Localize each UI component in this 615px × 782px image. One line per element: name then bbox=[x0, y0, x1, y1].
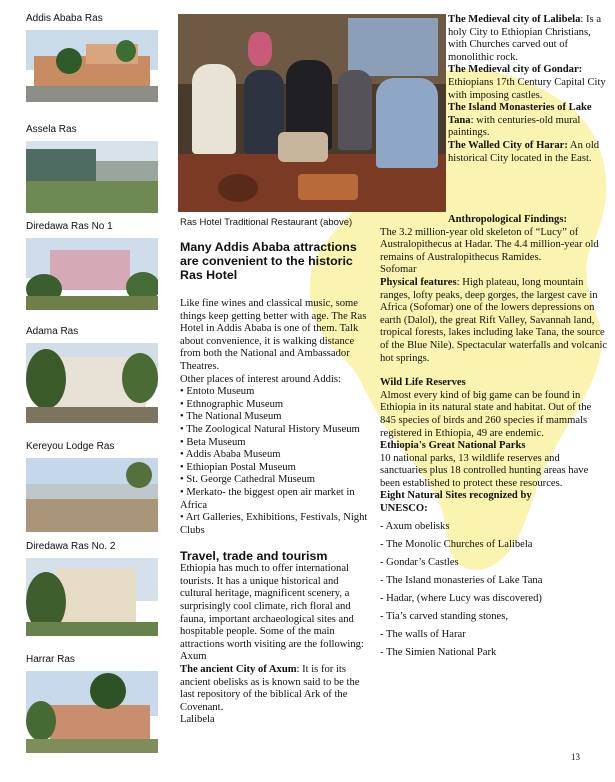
gondar-paragraph bbox=[448, 64, 608, 102]
list-item: - The Simien National Park bbox=[380, 646, 497, 658]
list-item: • Merkato- the biggest open air market in Africa bbox=[180, 486, 355, 511]
list-item: - Axum obelisks bbox=[380, 521, 450, 533]
unesco-title bbox=[380, 490, 552, 515]
photo-caption: Ras Hotel Traditional Restaurant (above) bbox=[180, 217, 353, 228]
physical-paragraph bbox=[380, 277, 608, 365]
lalibela-title: The Medieval city of Lalibela bbox=[448, 14, 581, 25]
list-item: • Addis Ababa Museum bbox=[180, 449, 281, 461]
unesco-title-text: Eight Natural Sites recognized by UNESCO: bbox=[380, 490, 532, 515]
axum-text: : It is for its ancient obelisks as is known said to be the last repository of the biblical Ark of the Covenant. bbox=[180, 664, 360, 713]
list-item: - Gondar’s Castles bbox=[380, 557, 459, 569]
lake-tana-text: : with centuries-old mural paintings. bbox=[448, 114, 581, 139]
hotel-label: Adama Ras bbox=[26, 326, 79, 337]
features-column bbox=[380, 214, 608, 660]
wildlife-title-text: Wild Life Reserves bbox=[380, 377, 466, 389]
list-item: - Tia’s carved standing stones, bbox=[380, 610, 508, 622]
wildlife-text: Almost every kind of big game can be found in Ethiopia in its natural state and habitat. Out of the 845 species of birds and 260 species if mammals registered in Ethiopia, 49 are endemic. bbox=[380, 389, 592, 439]
harar-title: The Walled City of Harar: bbox=[448, 139, 568, 151]
article-heading: Many Addis Ababa attractions are convenient to the historic Ras Hotel bbox=[180, 240, 357, 282]
list-item: • Ethnographic Museum bbox=[180, 398, 284, 410]
list-item: - The Monolic Churches of Lalibela bbox=[380, 539, 533, 551]
list-item: • The National Museum bbox=[180, 411, 282, 423]
lake-tana-title: The Island Monasteries of Lake Tana bbox=[448, 102, 592, 126]
restaurant-photo bbox=[178, 14, 446, 212]
wildlife-title bbox=[380, 377, 608, 390]
axum-label: Axum bbox=[180, 651, 207, 663]
hotel-diredawa-2 bbox=[26, 540, 158, 636]
gondar-title: The Medieval city of Gondar: bbox=[448, 64, 583, 76]
hotel-label: Harrar Ras bbox=[26, 654, 75, 665]
attractions-column bbox=[448, 14, 608, 165]
list-item: - The walls of Harar bbox=[380, 628, 466, 640]
list-item: • Ethiopian Postal Museum bbox=[180, 461, 296, 473]
list-item: - The Island monasteries of Lake Tana bbox=[380, 575, 543, 586]
hotel-photo bbox=[26, 671, 158, 753]
hotel-photo bbox=[26, 558, 158, 636]
list-item: • Beta Museum bbox=[180, 436, 246, 448]
list-item: - Hadar, (where Lucy was discovered) bbox=[380, 592, 542, 604]
hotel-label: Diredawa Ras No. 2 bbox=[26, 541, 116, 552]
harar-text: An old historical City located in the East. bbox=[448, 139, 600, 164]
hotel-label: Diredawa Ras No 1 bbox=[26, 221, 113, 232]
lalibela-paragraph bbox=[448, 14, 608, 64]
anthro-text: The 3.2 million-year old skeleton of “Lucy” of Australopithecus at Hadar. The 4.4 million-year old remains of Australopithecus Ramides. bbox=[380, 226, 599, 263]
other-places-intro: Other places of interest around Addis: bbox=[180, 373, 341, 385]
parks-title-text: Ethiopia's Great National Parks bbox=[380, 440, 526, 452]
list-item: • St. George Cathedral Museum bbox=[180, 474, 316, 486]
anthro-title-text: Anthropological Findings: bbox=[448, 214, 568, 225]
hotel-assela bbox=[26, 123, 158, 213]
article-column bbox=[180, 240, 372, 727]
hotel-photo bbox=[26, 30, 158, 102]
travel-text: Ethiopia has much to offer international tourists. It has a unique historical and cultural heritage, magnificent scenery, a surprisingly cool climate, rich floral and fauna, important archaeological sites and hospitable people. Some of the main attractions worth visiting are the following: bbox=[180, 563, 364, 650]
anthro-title bbox=[380, 214, 608, 227]
hotel-label: Kereyou Lodge Ras bbox=[26, 441, 115, 452]
list-item: • The Zoological Natural History Museum bbox=[180, 423, 360, 435]
harar-paragraph bbox=[448, 140, 608, 165]
places-list bbox=[180, 386, 372, 537]
hotel-photo bbox=[26, 238, 158, 310]
physical-text: : High plateau, long mountain ranges, lofty peaks, deep gorges, the largest cave in Africa (Sofomar) one of the lowers depressions on earth (Dalol), the great Rift Valley, Savannah land, tropical forests, lakes including lake Tana, the source of the Blue Nile). Spectacular waterfalls and volcanic hot springs. bbox=[380, 276, 608, 364]
parks-text: 10 national parks, 13 wildlife reserves and sanctuaries plus 18 controlled hunting areas have been established to protect these resources. bbox=[380, 452, 589, 489]
hotel-photo bbox=[26, 458, 158, 532]
hotel-kereyou-lodge bbox=[26, 440, 158, 532]
physical-title: Physical features bbox=[380, 276, 457, 288]
axum-title: The ancient City of Axum bbox=[180, 664, 297, 676]
gondar-text: Ethiopians 17th Century Capital City with imposing castles. bbox=[448, 76, 606, 101]
hotel-diredawa-1 bbox=[26, 220, 158, 310]
sofomar-label: Sofomar bbox=[380, 264, 417, 276]
hotel-harrar bbox=[26, 653, 158, 753]
unesco-sites-list bbox=[380, 521, 608, 659]
hotel-addis-ababa bbox=[26, 12, 158, 102]
hotel-label: Assela Ras bbox=[26, 124, 77, 135]
lake-tana-paragraph bbox=[448, 102, 608, 140]
parks-title bbox=[380, 440, 608, 453]
hotel-adama bbox=[26, 325, 158, 423]
hotel-photo bbox=[26, 141, 158, 213]
list-item: • Art Galleries, Exhibitions, Festivals, Night Clubs bbox=[180, 512, 368, 536]
hotel-photo bbox=[26, 343, 158, 423]
page-number: 13 bbox=[571, 752, 580, 762]
article-intro: Like fine wines and classical music, some things keep getting better with age. The Ras Hotel in Addis Ababa is one of them. Talk about convenience, it is walking distance from both the National and Ambassador Theatres. bbox=[180, 298, 367, 372]
list-item: • Entoto Museum bbox=[180, 386, 255, 398]
axum-paragraph bbox=[180, 664, 372, 714]
lalibela-label: Lalibela bbox=[180, 714, 215, 726]
lalibela-text: : Is a holy City to Ethiopian Christians, with Churches carved out of monolithic rock. bbox=[448, 14, 602, 63]
travel-heading: Travel, trade and tourism bbox=[180, 549, 328, 564]
hotel-label: Addis Ababa Ras bbox=[26, 13, 103, 24]
